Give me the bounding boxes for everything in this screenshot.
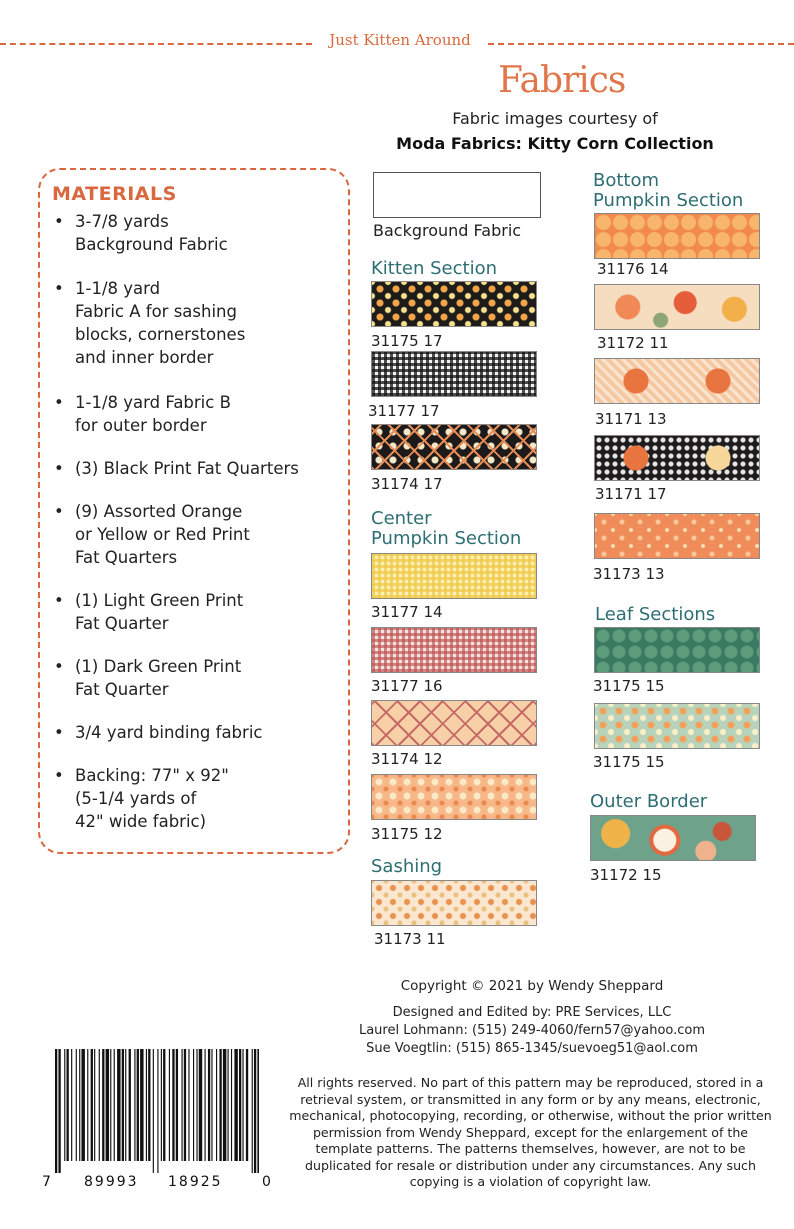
barcode-bar (137, 1049, 139, 1161)
barcode-bar (184, 1049, 186, 1161)
page-title: Fabrics (498, 60, 626, 101)
barcode-bar (67, 1049, 69, 1161)
barcode-bar (125, 1049, 126, 1161)
section-title-kitten: Kitten Section (371, 258, 497, 279)
fabric-code: 31175 15 (593, 677, 665, 695)
barcode-bar (257, 1049, 259, 1173)
fabric-code: 31177 16 (371, 677, 443, 695)
section-title-center: Center Pumpkin Section (371, 508, 522, 549)
barcode-bar (106, 1049, 109, 1161)
barcode-bar (157, 1049, 158, 1173)
fabric-code: 31174 17 (371, 475, 443, 493)
fabric-swatch (371, 424, 537, 470)
barcode-digits-right: 18925 (168, 1174, 223, 1190)
section-title-bottom: Bottom Pumpkin Section (593, 170, 744, 211)
barcode-bar (199, 1049, 202, 1161)
barcode-bar (87, 1049, 88, 1161)
barcode-bar (188, 1049, 189, 1161)
barcode-bar (64, 1049, 65, 1161)
fabric-swatch (371, 627, 537, 673)
fabric-swatch (594, 358, 760, 404)
barcode-bar (71, 1049, 72, 1161)
contact-laurel: Laurel Lohmann: (515) 249-4060/fern57@yahoo.com (358, 1023, 706, 1038)
barcode-bar (81, 1049, 84, 1161)
barcode-digit-last: 0 (262, 1174, 271, 1190)
collection-name: Moda Fabrics: Kitty Corn Collection (396, 134, 714, 153)
fabric-code: 31172 15 (590, 866, 662, 884)
fabric-code: 31177 14 (371, 603, 443, 621)
barcode-bar (172, 1049, 174, 1161)
fabric-swatch (590, 815, 756, 861)
barcode-bar (140, 1049, 143, 1161)
barcode-bar (205, 1049, 206, 1161)
barcode-bar (242, 1049, 243, 1161)
barcode-bar (58, 1049, 60, 1173)
fabric-code: 31177 17 (368, 402, 440, 420)
barcode-bar (252, 1049, 253, 1173)
barcode-bar (99, 1049, 100, 1161)
section-title-sashing: Sashing (371, 856, 443, 877)
barcode-image (55, 1049, 259, 1173)
fabric-code: 31175 12 (371, 825, 443, 843)
barcode-bar (239, 1049, 241, 1161)
fabric-swatch (371, 351, 537, 397)
courtesy-line: Fabric images courtesy of (452, 109, 658, 128)
barcode-bar (55, 1049, 57, 1173)
barcode-bar (216, 1049, 217, 1161)
barcode-bar (153, 1049, 154, 1173)
fabric-code: 31173 13 (593, 565, 665, 583)
barcode-bar (102, 1049, 104, 1161)
barcode-bar (129, 1049, 131, 1161)
fabric-code: 31175 17 (371, 332, 443, 350)
fabric-swatch (594, 513, 760, 559)
brand-name: Just Kitten Around (329, 31, 471, 49)
fabric-code: 31175 15 (593, 753, 665, 771)
fabric-swatch (371, 700, 537, 746)
barcode-bar (117, 1049, 120, 1161)
designed-by-line: Designed and Edited by: PRE Services, LLC (392, 1005, 672, 1020)
fabric-code: 31171 17 (595, 485, 667, 503)
barcode-digits-left: 89993 (84, 1174, 139, 1190)
barcode-bar (208, 1049, 210, 1161)
fabric-swatch (371, 774, 537, 820)
barcode-bar (169, 1049, 170, 1161)
section-title-leaf: Leaf Sections (595, 604, 716, 625)
barcode-bar (134, 1049, 135, 1161)
barcode-bar (122, 1049, 124, 1161)
fabric-code: 31176 14 (597, 260, 669, 278)
contact-sue: Sue Voegtlin: (515) 865-1345/suevoeg51@aol.com (366, 1041, 698, 1056)
fabric-swatch (371, 281, 537, 327)
fabric-code: 31174 12 (371, 750, 443, 768)
copyright-line: Copyright © 2021 by Wendy Sheppard (400, 978, 664, 994)
rights-paragraph: All rights reserved. No part of this pattern may be reproduced, stored in a retrieval system, or transmitted in any form or by any means, electronic, mechanical, photocopying, recording, or otherwise, without the prior written permission from Wendy Sheppard, except for the enlargement of the template patterns. The patterns themselves, however, are not to be duplicated for resale or distribution under any circumstances. Any such copying is a violation of copyright law. (289, 1075, 772, 1189)
barcode-bar (91, 1049, 93, 1161)
barcode-bar (211, 1049, 212, 1161)
barcode-bar (163, 1049, 165, 1161)
barcode-bar (161, 1049, 162, 1161)
barcode-bar (110, 1049, 111, 1161)
fabric-swatch (594, 284, 760, 330)
fabric-swatch (371, 553, 537, 599)
barcode-bar (176, 1049, 178, 1161)
background-fabric-label: Background Fabric (373, 221, 522, 240)
barcode-bar (193, 1049, 194, 1161)
barcode-bar (246, 1049, 248, 1161)
fabric-code: 31173 11 (374, 930, 446, 948)
materials-title: MATERIALS (52, 183, 177, 205)
barcode-bar (94, 1049, 95, 1161)
header-rule-right (488, 43, 794, 45)
fabric-swatch (594, 435, 760, 481)
barcode-bar (76, 1049, 77, 1161)
barcode-bar (234, 1049, 237, 1161)
barcode-bar (146, 1049, 147, 1161)
fabric-code: 31171 13 (595, 410, 667, 428)
barcode-bar (228, 1049, 229, 1161)
fabric-swatch (594, 213, 760, 259)
fabric-swatch (371, 880, 537, 926)
fabric-swatch (594, 703, 760, 749)
section-title-outer: Outer Border (590, 791, 708, 812)
header-rule-left (0, 43, 312, 45)
fabric-code: 31172 11 (597, 334, 669, 352)
barcode-bar (219, 1049, 221, 1161)
barcode-digit-first: 7 (42, 1174, 51, 1190)
background-fabric-swatch (373, 172, 541, 218)
barcode-bar (114, 1049, 115, 1161)
barcode-bar (79, 1049, 80, 1161)
barcode-bar (223, 1049, 226, 1161)
barcode-bar (182, 1049, 183, 1161)
barcode-bar (148, 1049, 150, 1161)
barcode-bar (254, 1049, 256, 1173)
barcode-bar (231, 1049, 232, 1161)
fabric-swatch (594, 627, 760, 673)
barcode-bar (196, 1049, 197, 1161)
